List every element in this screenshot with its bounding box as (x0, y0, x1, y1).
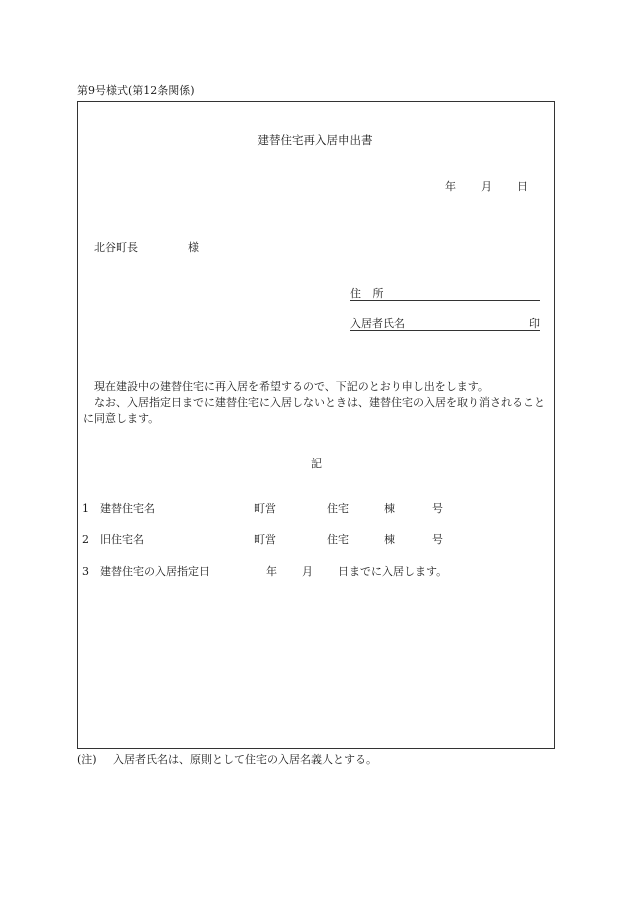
item-3-suffix: 日までに入居します。 (338, 565, 448, 578)
item-2-housing: 住宅 (327, 533, 349, 546)
item-3-number: 3 (82, 565, 89, 578)
item-1-number: 1 (82, 502, 89, 515)
item-2-unit: 号 (432, 533, 443, 546)
address-label: 住 所 (350, 287, 384, 300)
ki-heading: 記 (311, 457, 322, 470)
document-title: 建替住宅再入居申出書 (257, 133, 373, 147)
date-day-label: 日 (517, 180, 528, 193)
item-1-unit: 号 (432, 502, 443, 515)
item-1-housing: 住宅 (327, 502, 349, 515)
item-1-label: 建替住宅名 (100, 502, 155, 515)
item-3-year: 年 (266, 565, 277, 578)
resident-name-field[interactable] (350, 314, 540, 331)
body-line-2: なお、入居指定日までに建替住宅に入居しないときは、建替住宅の入居を取り消されることに同意します。 (83, 396, 545, 425)
note-prefix: (注) (77, 753, 97, 766)
item-1-town: 町営 (254, 502, 276, 515)
item-2-number: 2 (82, 533, 89, 546)
item-2-town: 町営 (254, 533, 276, 546)
item-3-month: 月 (302, 565, 313, 578)
item-2-building: 棟 (384, 533, 395, 546)
seal-mark: 印 (529, 317, 540, 330)
addressee-honorific: 様 (188, 241, 199, 254)
body-paragraph (83, 379, 553, 427)
item-3-label: 建替住宅の入居指定日 (100, 565, 210, 578)
date-year-label: 年 (445, 180, 456, 193)
note-text: 入居者氏名は、原則として住宅の入居名義人とする。 (113, 753, 377, 766)
addressee-name: 北谷町長 (94, 241, 138, 254)
resident-name-label: 入居者氏名 (350, 317, 405, 330)
date-month-label: 月 (481, 180, 492, 193)
item-1-building: 棟 (384, 502, 395, 515)
form-number-label: 第9号様式(第12条関係) (77, 84, 195, 97)
item-2-label: 旧住宅名 (100, 533, 144, 546)
body-line-1: 現在建設中の建替住宅に再入居を希望するので、下記のとおり申し出をします。 (94, 380, 489, 393)
address-field[interactable] (350, 284, 540, 301)
